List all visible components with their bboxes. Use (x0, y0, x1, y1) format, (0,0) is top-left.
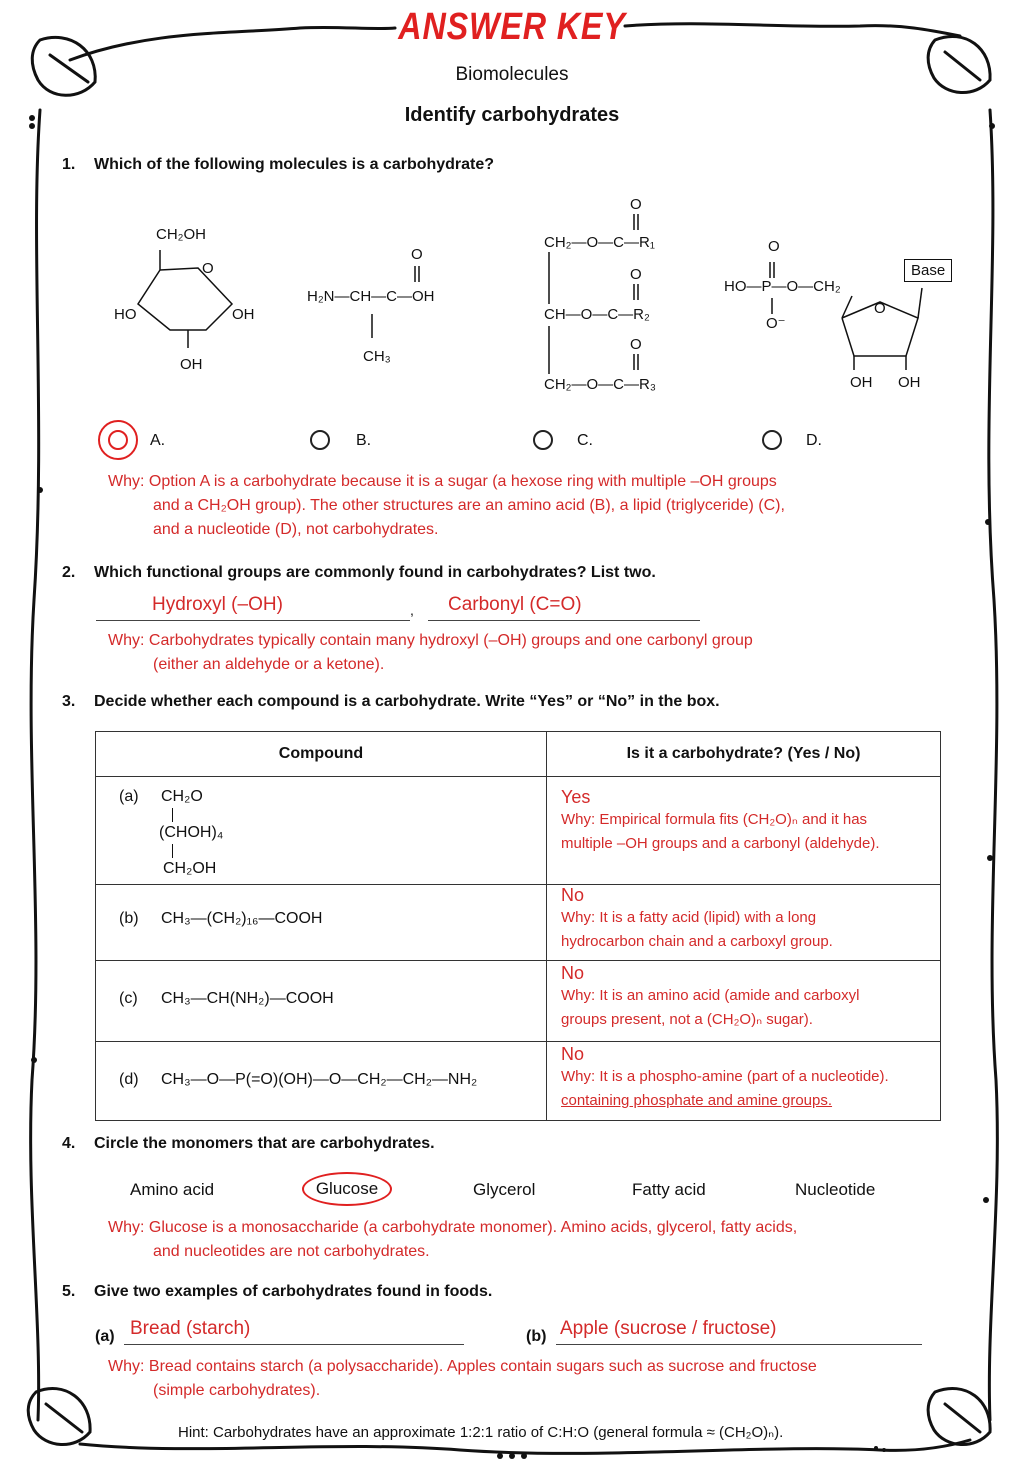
selected-radio-a[interactable] (98, 420, 138, 460)
q1-why-line-1: Option A is a carbohydrate because it is a sugar (a hexose ring with multiple –OH groups (148, 473, 777, 490)
q1-why-label: Why: (108, 473, 145, 490)
row-a-formula-3: CH₂OH (163, 860, 217, 877)
ho-label: HO (114, 306, 137, 323)
compound-cell-d (96, 1042, 547, 1121)
carbohydrate-header: Is it a carbohydrate? (Yes / No) (547, 732, 941, 777)
q5-explanation (108, 1355, 968, 1403)
row-d-formula: CH₃—O—P(=O)(OH)—O—CH₂—CH₂—NH₂ (161, 1071, 478, 1088)
c-row1: CH₂—O—C—R₁ (544, 234, 655, 251)
ch2oh-label: CH₂OH (156, 226, 206, 243)
oh-bottom-label: OH (180, 356, 203, 373)
ribose-o-label: O (874, 300, 886, 317)
q2-answer-2: Carbonyl (C=O) (448, 594, 582, 615)
q4-why-line-1: Glucose is a monosaccharide (a carbohydrate monomer). Amino acids, glycerol, fatty acids, (148, 1219, 798, 1236)
q2-why-line-1: Carbohydrates typically contain many hydroxyl (–OH) groups and one carbonyl group (148, 632, 753, 649)
c-o3-label: O (630, 336, 642, 353)
topic-title: Identify carbohydrates (404, 104, 620, 126)
phosphate-chain: HO—P—O—CH₂ (724, 278, 841, 295)
amino-acid-drawing (305, 240, 495, 380)
q2-answer-1: Hydroxyl (–OH) (152, 594, 283, 615)
why-c-line-1: Why: It is an amino acid (amide and carboxyl (561, 987, 860, 1004)
q5-why-line-2: (simple carbohydrates). (153, 1382, 321, 1399)
triglyceride-drawing (540, 192, 710, 402)
table-row (96, 777, 941, 885)
carbonyl-o-label: O (411, 246, 423, 263)
radio-d[interactable] (762, 430, 782, 450)
o-minus-label: O⁻ (766, 315, 786, 332)
amino-acid-chain: H₂N—CH—C—OH (307, 288, 435, 305)
monomer-glucose-circled[interactable]: Glucose (302, 1172, 392, 1206)
structure-d (722, 232, 962, 402)
q5-why-label: Why: (108, 1358, 145, 1375)
compound-cell-c (96, 961, 547, 1042)
answer-b: No (561, 885, 585, 905)
ring-oxygen-label: O (202, 260, 214, 277)
q4-explanation (108, 1216, 948, 1264)
q5-label-a: (a) (95, 1328, 115, 1345)
why-a-line-1: Why: Empirical formula fits (CH₂O)ₙ and it has (561, 811, 868, 828)
answer-cell-d[interactable] (547, 1042, 941, 1121)
radio-b[interactable] (310, 430, 330, 450)
q5-answer-a: Bread (starch) (130, 1318, 251, 1339)
answer-cell-b[interactable] (547, 885, 941, 961)
q2-number: 2. (62, 564, 76, 581)
c-row3: CH₂—O—C—R₃ (544, 376, 656, 393)
q1-why-line-2: and a CH₂OH group). The other structures are an amino acid (B), a lipid (triglyceride) (C), (153, 497, 785, 514)
q2-why-line-2: (either an aldehyde or a ketone). (153, 656, 385, 673)
bond-line (172, 844, 173, 858)
q5-answer-a-line[interactable] (124, 1318, 464, 1345)
answer-cell-a[interactable] (547, 777, 941, 885)
row-c-formula: CH₃—CH(NH₂)—COOH (161, 990, 334, 1007)
compound-header: Compound (96, 732, 547, 777)
q2-answer-2-line[interactable] (428, 594, 700, 621)
q5-answer-b-line[interactable] (556, 1318, 922, 1345)
nucleotide-drawing (722, 232, 962, 402)
monomer-fatty-acid[interactable]: Fatty acid (632, 1180, 706, 1199)
q4-text: Circle the monomers that are carbohydrates. (94, 1135, 435, 1152)
oh-3-label: OH (898, 374, 921, 391)
option-d-label: D. (806, 432, 822, 449)
q5-answer-b: Apple (sucrose / fructose) (560, 1318, 777, 1339)
q3-text: Decide whether each compound is a carbohydrate. Write “Yes” or “No” in the box. (94, 693, 720, 710)
q1-why-line-3: and a nucleotide (D), not carbohydrates. (153, 521, 439, 538)
q5-text: Give two examples of carbohydrates found in foods. (94, 1283, 493, 1300)
table-header-row (96, 732, 941, 777)
option-a-label: A. (150, 432, 166, 449)
q4-why-line-2: and nucleotides are not carbohydrates. (153, 1243, 430, 1260)
compound-table (95, 731, 941, 1121)
q5-label-b: (b) (526, 1328, 547, 1345)
option-c[interactable] (533, 430, 593, 450)
compound-cell-b (96, 885, 547, 961)
q4-number: 4. (62, 1135, 76, 1152)
radio-c[interactable] (533, 430, 553, 450)
answer-a: Yes (561, 787, 591, 807)
q2-explanation (108, 629, 928, 677)
c-row2: CH—O—C—R₂ (544, 306, 650, 323)
row-a-formula-1: CH₂O (161, 788, 203, 805)
q4-why-label: Why: (108, 1219, 145, 1236)
why-b-line-1: Why: It is a fatty acid (lipid) with a long (561, 909, 817, 926)
option-c-label: C. (577, 432, 593, 449)
q2-why-label: Why: (108, 632, 145, 649)
table-row (96, 1042, 941, 1121)
answer-key-title: ANSWER KEY (398, 6, 626, 48)
q1-text: Which of the following molecules is a carbohydrate? (94, 156, 495, 173)
row-b-formula: CH₃—(CH₂)₁₆—COOH (161, 910, 323, 927)
row-b-label: (b) (119, 910, 139, 927)
row-d-label: (d) (119, 1071, 139, 1088)
answer-c: No (561, 963, 585, 983)
row-a-label: (a) (119, 788, 139, 805)
c-o2-label: O (630, 266, 642, 283)
methyl-label: CH₃ (363, 348, 391, 365)
compound-cell-a (96, 777, 547, 885)
c-o1-label: O (630, 196, 642, 213)
q5-number: 5. (62, 1283, 76, 1300)
q1-number: 1. (62, 156, 76, 173)
structure-c (540, 192, 710, 402)
q3-number: 3. (62, 693, 76, 710)
why-b-line-2: hydrocarbon chain and a carboxyl group. (561, 933, 833, 950)
hint-text: Hint: Carbohydrates have an approximate 1:2:1 ratio of C:H:O (general formula ≈ (CH₂O)ₙ). (178, 1424, 784, 1441)
structure-b (305, 240, 495, 380)
phosphate-o-label: O (768, 238, 780, 255)
subject-title: Biomolecules (455, 64, 569, 85)
monomer-nucleotide[interactable]: Nucleotide (795, 1180, 876, 1199)
q5-why-line-1: Bread contains starch (a polysaccharide). Apples contain sugars such as sucrose and fructose (148, 1358, 817, 1375)
option-b-label: B. (356, 432, 372, 449)
bond-line (172, 808, 173, 822)
answer-d: No (561, 1044, 585, 1064)
table-row (96, 961, 941, 1042)
table-row (96, 885, 941, 961)
radio-inner-a (108, 430, 128, 450)
q2-comma: , (410, 602, 414, 618)
structure-a (110, 220, 270, 380)
option-d[interactable] (762, 430, 822, 450)
row-a-formula-2: (CHOH)₄ (159, 824, 224, 841)
oh-2-label: OH (850, 374, 873, 391)
q1-explanation (108, 470, 928, 542)
monomer-amino-acid[interactable]: Amino acid (130, 1180, 215, 1199)
q2-answer-1-line[interactable] (96, 594, 410, 621)
why-d-line-2: containing phosphate and amine groups. (561, 1092, 833, 1109)
why-a-line-2: multiple –OH groups and a carbonyl (aldehyde). (561, 835, 880, 852)
monomer-glycerol[interactable]: Glycerol (473, 1180, 536, 1199)
answer-cell-c[interactable] (547, 961, 941, 1042)
base-box: Base (904, 259, 952, 282)
q2-text: Which functional groups are commonly found in carbohydrates? List two. (94, 564, 656, 581)
option-b[interactable] (310, 430, 372, 450)
oh-right-label: OH (232, 306, 255, 323)
row-c-label: (c) (119, 990, 138, 1007)
why-c-line-2: groups present, not a (CH₂O)ₙ sugar). (561, 1011, 813, 1028)
why-d-line-1: Why: It is a phospho-amine (part of a nucleotide). (561, 1068, 889, 1085)
